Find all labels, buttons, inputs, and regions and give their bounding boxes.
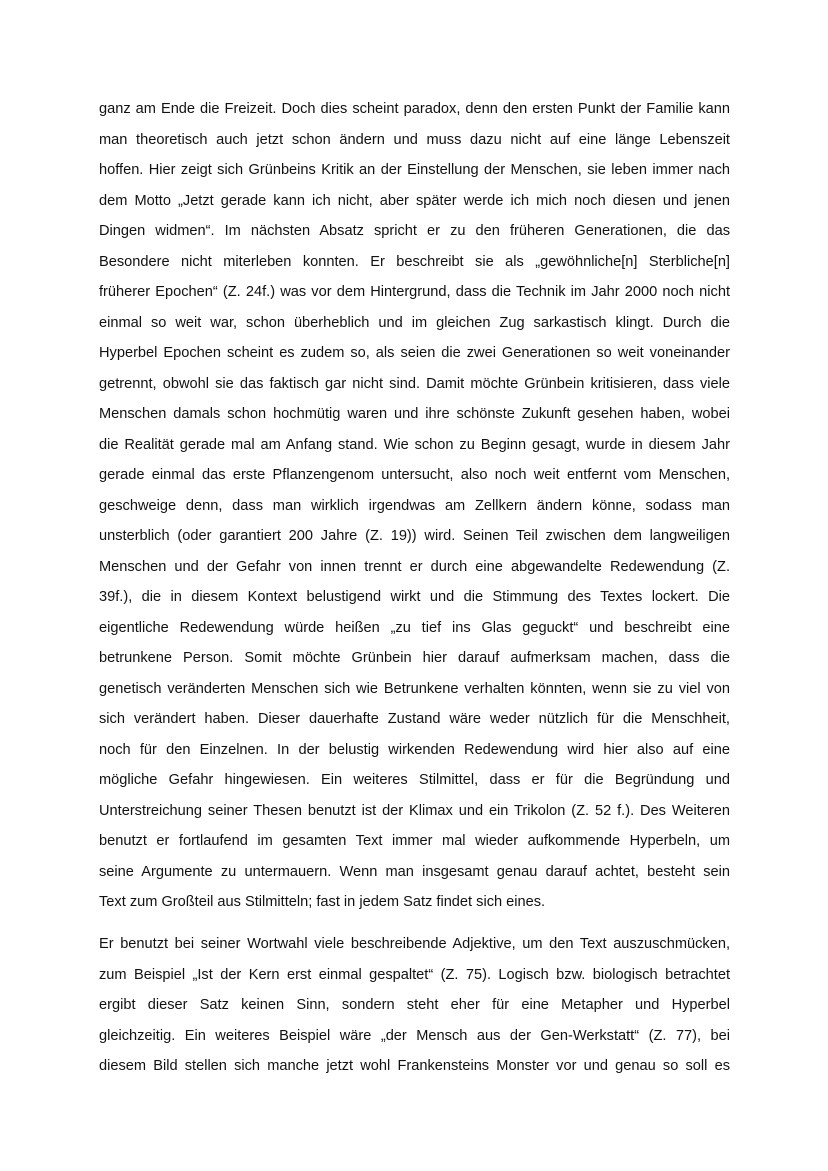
text-line: gerade einmal das erste Pflanzengenom untersucht, also noch weit entfernt vom Menschen, — [99, 467, 730, 483]
text-line: sich verändert haben. Dieser dauerhafte Zustand wäre weder nützlich für die Menschheit, — [99, 711, 730, 727]
text-line: ganz am Ende die Freizeit. Doch dies scheint paradox, denn den ersten Punkt der Familie kann — [99, 101, 730, 117]
text-line: genetisch veränderten Menschen sich wie Betrunkene verhalten könnten, wenn sie zu viel von — [99, 680, 730, 697]
text-line: man theoretisch auch jetzt schon ändern und muss dazu nicht auf eine länge Lebenszeit — [99, 131, 730, 148]
text-line: Besondere nicht miterleben konnten. Er beschreibt sie als „gewöhnliche[n] Sterbliche[n] — [99, 253, 730, 270]
text-line: Dingen widmen“. Im nächsten Absatz spricht er zu den früheren Generationen, die das — [99, 223, 730, 239]
text-line: Hyperbel Epochen scheint es zudem so, als seien die zwei Generationen so weit voneinander — [99, 345, 730, 361]
text-line: betrunkene Person. Somit möchte Grünbein hier darauf aufmerksam machen, dass die — [99, 650, 730, 666]
text-line: die Realität gerade mal am Anfang stand. Wie schon zu Beginn gesagt, wurde in diesem Jahr — [99, 436, 730, 453]
text-line: unsterblich (oder garantiert 200 Jahre (Z. 19)) wird. Seinen Teil zwischen dem langweiligen — [99, 528, 730, 544]
text-line: früherer Epochen“ (Z. 24f.) was vor dem Hintergrund, dass die Technik im Jahr 2000 noch nicht — [99, 284, 730, 300]
text-line: ergibt dieser Satz keinen Sinn, sondern steht eher für eine Metapher und Hyperbel — [99, 997, 730, 1013]
text-line: 39f.), die in diesem Kontext belustigend wirkt und die Stimmung des Textes lockert. Die — [99, 589, 730, 605]
text-line: Menschen und der Gefahr von innen trennt er durch eine abgewandelte Redewendung (Z. — [99, 558, 730, 575]
paragraph-2 — [99, 929, 730, 1082]
text-line: eigentliche Redewendung würde heißen „zu tief ins Glas geguckt“ und beschreibt eine — [99, 619, 730, 636]
text-line: diesem Bild stellen sich manche jetzt wohl Frankensteins Monster vor und genau so soll es — [99, 1058, 730, 1074]
text-line: noch für den Einzelnen. In der belustig wirkenden Redewendung wird hier also auf eine — [99, 741, 730, 758]
text-line: gleichzeitig. Ein weiteres Beispiel wäre „der Mensch aus der Gen-Werkstatt“ (Z. 77), bei — [99, 1027, 730, 1044]
text-line: Er benutzt bei seiner Wortwahl viele beschreibende Adjektive, um den Text auszuschmücken, — [99, 936, 730, 952]
text-line: getrennt, obwohl sie das faktisch gar nicht sind. Damit möchte Grünbein kritisieren, dass viele — [99, 375, 730, 392]
text-line: hoffen. Hier zeigt sich Grünbeins Kritik an der Einstellung der Menschen, sie leben immer nach — [99, 162, 730, 178]
text-line: zum Beispiel „Ist der Kern erst einmal gespaltet“ (Z. 75). Logisch bzw. biologisch betrachtet — [99, 966, 730, 983]
text-line: geschweige denn, dass man wirklich irgendwas am Zellkern ändern könne, sodass man — [99, 497, 730, 514]
text-line: mögliche Gefahr hingewiesen. Ein weiteres Stilmittel, dass er für die Begründung und — [99, 772, 730, 788]
text-line: einmal so weit war, schon überheblich und im gleichen Zug sarkastisch klingt. Durch die — [99, 314, 730, 331]
text-line: Menschen damals schon hochmütig waren und ihre schönste Zukunft gesehen haben, wobei — [99, 406, 730, 422]
text-line: Text zum Großteil aus Stilmitteln; fast in jedem Satz findet sich eines. — [99, 894, 546, 910]
text-line: benutzt er fortlaufend im gesamten Text immer mal wieder aufkommende Hyperbeln, um — [99, 833, 730, 849]
paragraph-1 — [99, 94, 730, 918]
text-line: dem Motto „Jetzt gerade kann ich nicht, aber später werde ich mich noch diesen und jenen — [99, 192, 730, 209]
text-line: Unterstreichung seiner Thesen benutzt ist der Klimax und ein Trikolon (Z. 52 f.). Des Weiteren — [99, 802, 730, 819]
text-line: seine Argumente zu untermauern. Wenn man insgesamt genau darauf achtet, besteht sein — [99, 863, 730, 880]
